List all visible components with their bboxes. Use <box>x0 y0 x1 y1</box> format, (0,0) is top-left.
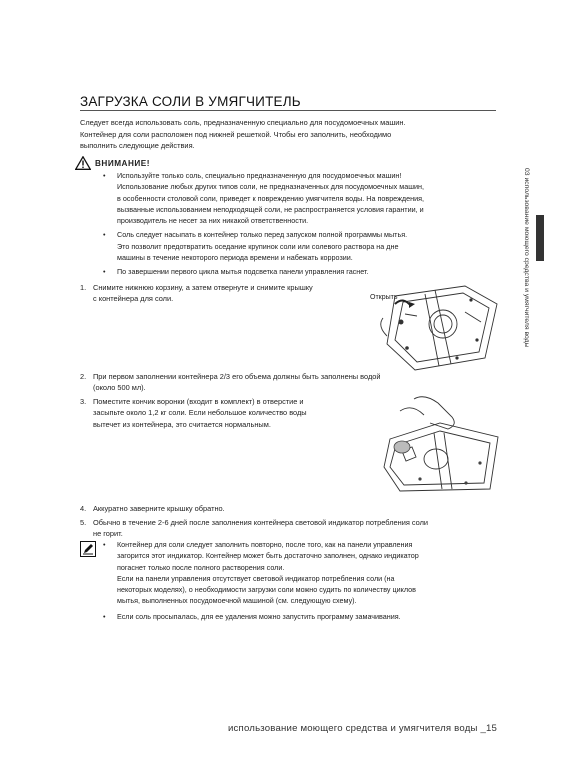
warning-list <box>103 170 499 278</box>
list-item: • Контейнер для соли следует заполнить повторно, после того, как на панели управления загорится этот индикатор. Контейнер может быть достаточно заполнен, однако индикатор погаснет только после полного растворения соли. Если на панели управления отсутствует световой индикатор потребления соли (на некоторых моделях), о необходимости загрузки соли можно судить по количеству циклов мытья, выполненных посудомоечной машиной (см. следующую схему). <box>103 539 499 607</box>
section-title: ЗАГРУЗКА СОЛИ В УМЯГЧИТЕЛЬ <box>80 94 301 109</box>
note-pencil-icon <box>80 541 96 557</box>
chapter-sidebar-label: 03 использование моющего средства и умягчителя воды <box>523 168 530 348</box>
step-text: Снимите нижнюю корзину, а затем отвернуте и снимите крышку с контейнера для соли. <box>93 283 313 304</box>
step-3 <box>80 396 307 430</box>
warning-label: ВНИМАНИЕ! <box>95 158 150 168</box>
step-1 <box>80 282 313 305</box>
step-4 <box>80 503 225 514</box>
step-number: 2. <box>80 372 87 381</box>
list-item: • Если соль просыпалась, для ее удаления можно запустить программу замачивания. <box>103 611 499 622</box>
step-2 <box>80 371 381 394</box>
step-number: 1. <box>80 283 87 292</box>
step-text: При первом заполнении контейнера 2/3 его объема должны быть заполнены водой (около 500 мл). <box>93 372 381 393</box>
warning-header <box>75 156 150 170</box>
intro-paragraph <box>80 117 496 152</box>
step-text: Обычно в течение 2-6 дней после заполнения контейнера световой индикатор потребления соли не горит. <box>93 518 429 539</box>
list-item: • Соль следует насыпать в контейнер только перед запуском полной программы мытья. Это позволит предотвратить оседание крупинок соли или солевого раствора на дне машины в течение некоторого периода времени и набежать коррозии. <box>103 229 499 263</box>
step-number: 3. <box>80 397 87 406</box>
step-number: 5. <box>80 518 87 527</box>
step-text: Аккуратно заверните крышку обратно. <box>93 504 225 513</box>
intro-line: Следует всегда использовать соль, предназначенную специально для посудомоечных машин. <box>80 118 406 127</box>
intro-line: выполнить следующие действия. <box>80 141 195 150</box>
list-item: • По завершении первого цикла мытья подсветка панели управления гаснет. <box>103 266 499 277</box>
notes-list <box>103 539 499 622</box>
title-divider <box>80 110 496 111</box>
page-footer: использование моющего средства и умягчителя воды _15 <box>228 723 498 734</box>
funnel-salt-illustration <box>380 393 500 493</box>
step-5 <box>80 517 428 540</box>
warning-triangle-icon <box>75 156 91 170</box>
intro-line: Контейнер для соли расположен под нижней решеткой. Чтобы его заполнить, необходимо <box>80 129 392 139</box>
step-number: 4. <box>80 504 87 513</box>
list-item: • Используйте только соль, специально предназначенную для посудомоечных машин! Использование любых других типов соли, не предназначенных для посудомоечных машин, в особенности столовой соли, приведет к повреждению умягчителя воды. На повреждения, вызванные использованием неподходящей соли, не распространяется условия гарантии, и производитель не несет за них никакой ответственности. <box>103 170 499 226</box>
chapter-tab-marker <box>536 215 544 261</box>
open-label: Открыть <box>370 294 398 301</box>
step-text: Поместите кончик воронки (входит в комплект) в отверстие и засыпьте около 1,2 кг соли. Если небольшое количество воды вытечет из контейнера, это считается нормальным. <box>93 397 307 429</box>
